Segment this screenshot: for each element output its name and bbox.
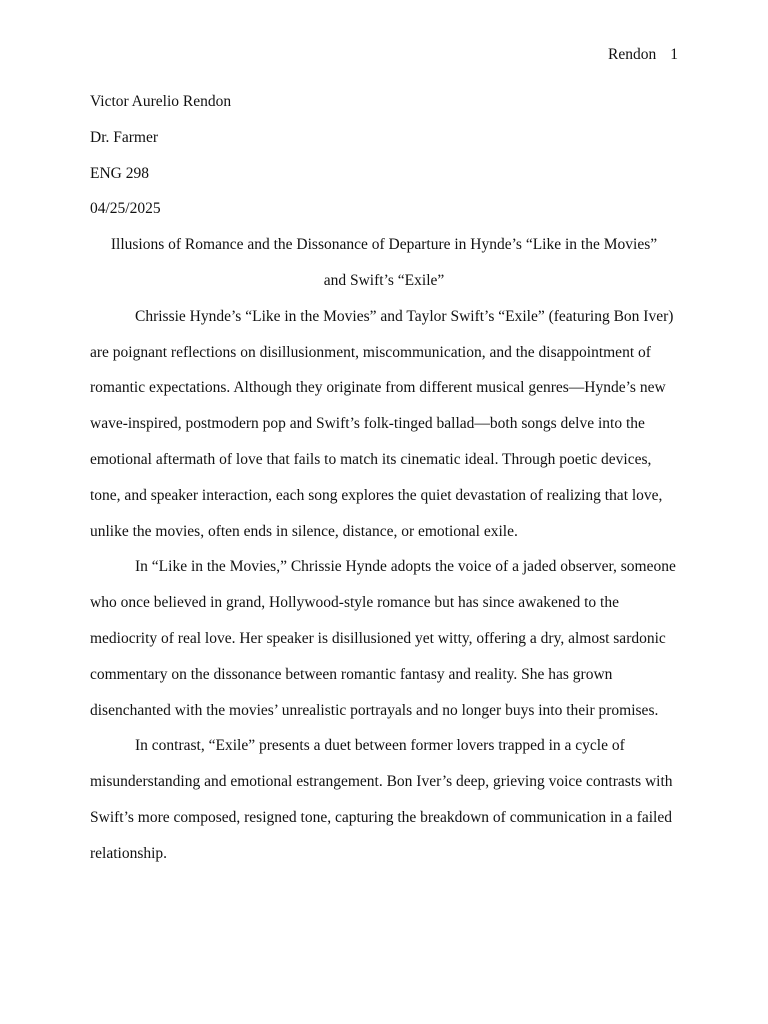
page-number: 1 [670, 46, 678, 63]
essay-title-line-1: Illusions of Romance and the Dissonance of Departure in Hynde’s “Like in the Movies” [110, 236, 658, 254]
course-name: ENG 298 [90, 164, 149, 182]
paragraph-1: Chrissie Hynde’s “Like in the Movies” and Taylor Swift’s “Exile” (featuring Bon Iver) are poignant reflections on disillusionment, miscommunication, and the disappointment of romantic expectations. Although they originate from different musical genres—Hynde’s new wave-inspired, postmodern pop and Swift’s folk-tinged ballad—both songs delve into the emotional aftermath of love that fails to match its cinematic ideal. Through poetic devices, tone, and speaker interaction, each song explores the quiet devastation of realizing that love, unlike the movies, often ends in silence, distance, or emotional exile. [90, 307, 674, 540]
essay-title-line-2: and Swift’s “Exile” [323, 271, 445, 289]
instructor-name: Dr. Farmer [90, 128, 159, 146]
essay-date: 04/25/2025 [90, 200, 161, 218]
running-header [608, 46, 678, 64]
header-last-name: Rendon [608, 46, 657, 63]
paragraph-2: In “Like in the Movies,” Chrissie Hynde adopts the voice of a jaded observer, someone who once believed in grand, Hollywood-style romance but has since awakened to the mediocrity of real love. Her speaker is disillusioned yet witty, offering a dry, almost sardonic commentary on the dissonance between romantic fantasy and reality. She has grown disenchanted with the movies’ unrealistic portrayals and no longer buys into their promises. [90, 558, 676, 719]
student-name: Victor Aurelio Rendon [90, 93, 232, 110]
document-body [90, 84, 678, 872]
paragraph-3: In contrast, “Exile” presents a duet between former lovers trapped in a cycle of misunderstanding and emotional estrangement. Bon Iver’s deep, grieving voice contrasts with Swift’s more composed, resigned tone, capturing the breakdown of communication in a failed relationship. [90, 737, 673, 862]
